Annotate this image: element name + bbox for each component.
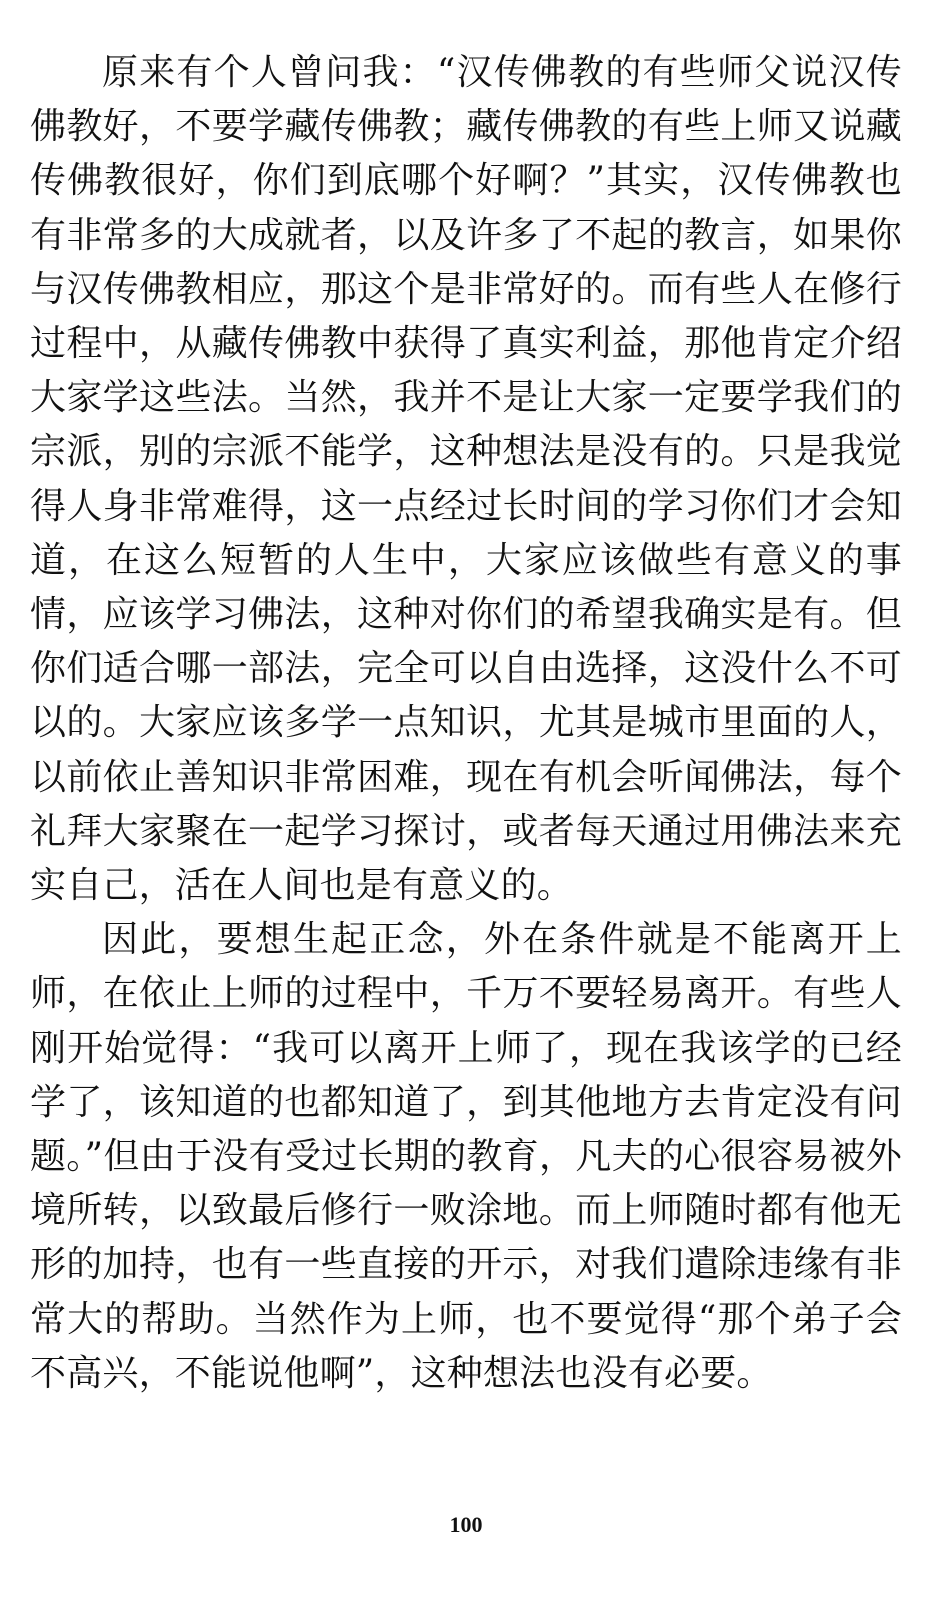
page-number: 100 bbox=[449, 1512, 483, 1537]
body-text bbox=[30, 46, 902, 1401]
paragraph-2: 因此，要想生起正念，外在条件就是不能离开上师，在依止上师的过程中，千万不要轻易离开。有些人刚开始觉得：“我可以离开上师了，现在我该学的已经学了，该知道的也都知道了，到其他地方去肯定没有问题。”但由于没有受过长期的教育，凡夫的心很容易被外境所转，以致最后修行一败涂地。而上师随时都有他无形的加持，也有一些直接的开示，对我们遣除违缘有非常大的帮助。当然作为上师，也不要觉得“那个弟子会不高兴，不能说他啊”，这种想法也没有必要。 bbox=[30, 919, 902, 1394]
paragraph-1: 原来有个人曾问我：“汉传佛教的有些师父说汉传佛教好，不要学藏传佛教；藏传佛教的有些上师又说藏传佛教很好，你们到底哪个好啊？”其实，汉传佛教也有非常多的大成就者，以及许多了不起的教言，如果你与汉传佛教相应，那这个是非常好的。而有些人在修行过程中，从藏传佛教中获得了真实利益，那他肯定介绍大家学这些法。当然，我并不是让大家一定要学我们的宗派，别的宗派不能学，这种想法是没有的。只是我觉得人身非常难得，这一点经过长时间的学习你们才会知道，在这么短暂的人生中，大家应该做些有意义的事情，应该学习佛法，这种对你们的希望我确实是有。但你们适合哪一部法，完全可以自由选择，这没什么不可以的。大家应该多学一点知识，尤其是城市里面的人，以前依止善知识非常困难，现在有机会听闻佛法，每个礼拜大家聚在一起学习探讨，或者每天通过用佛法来充实自己，活在人间也是有意义的。 bbox=[30, 52, 902, 907]
